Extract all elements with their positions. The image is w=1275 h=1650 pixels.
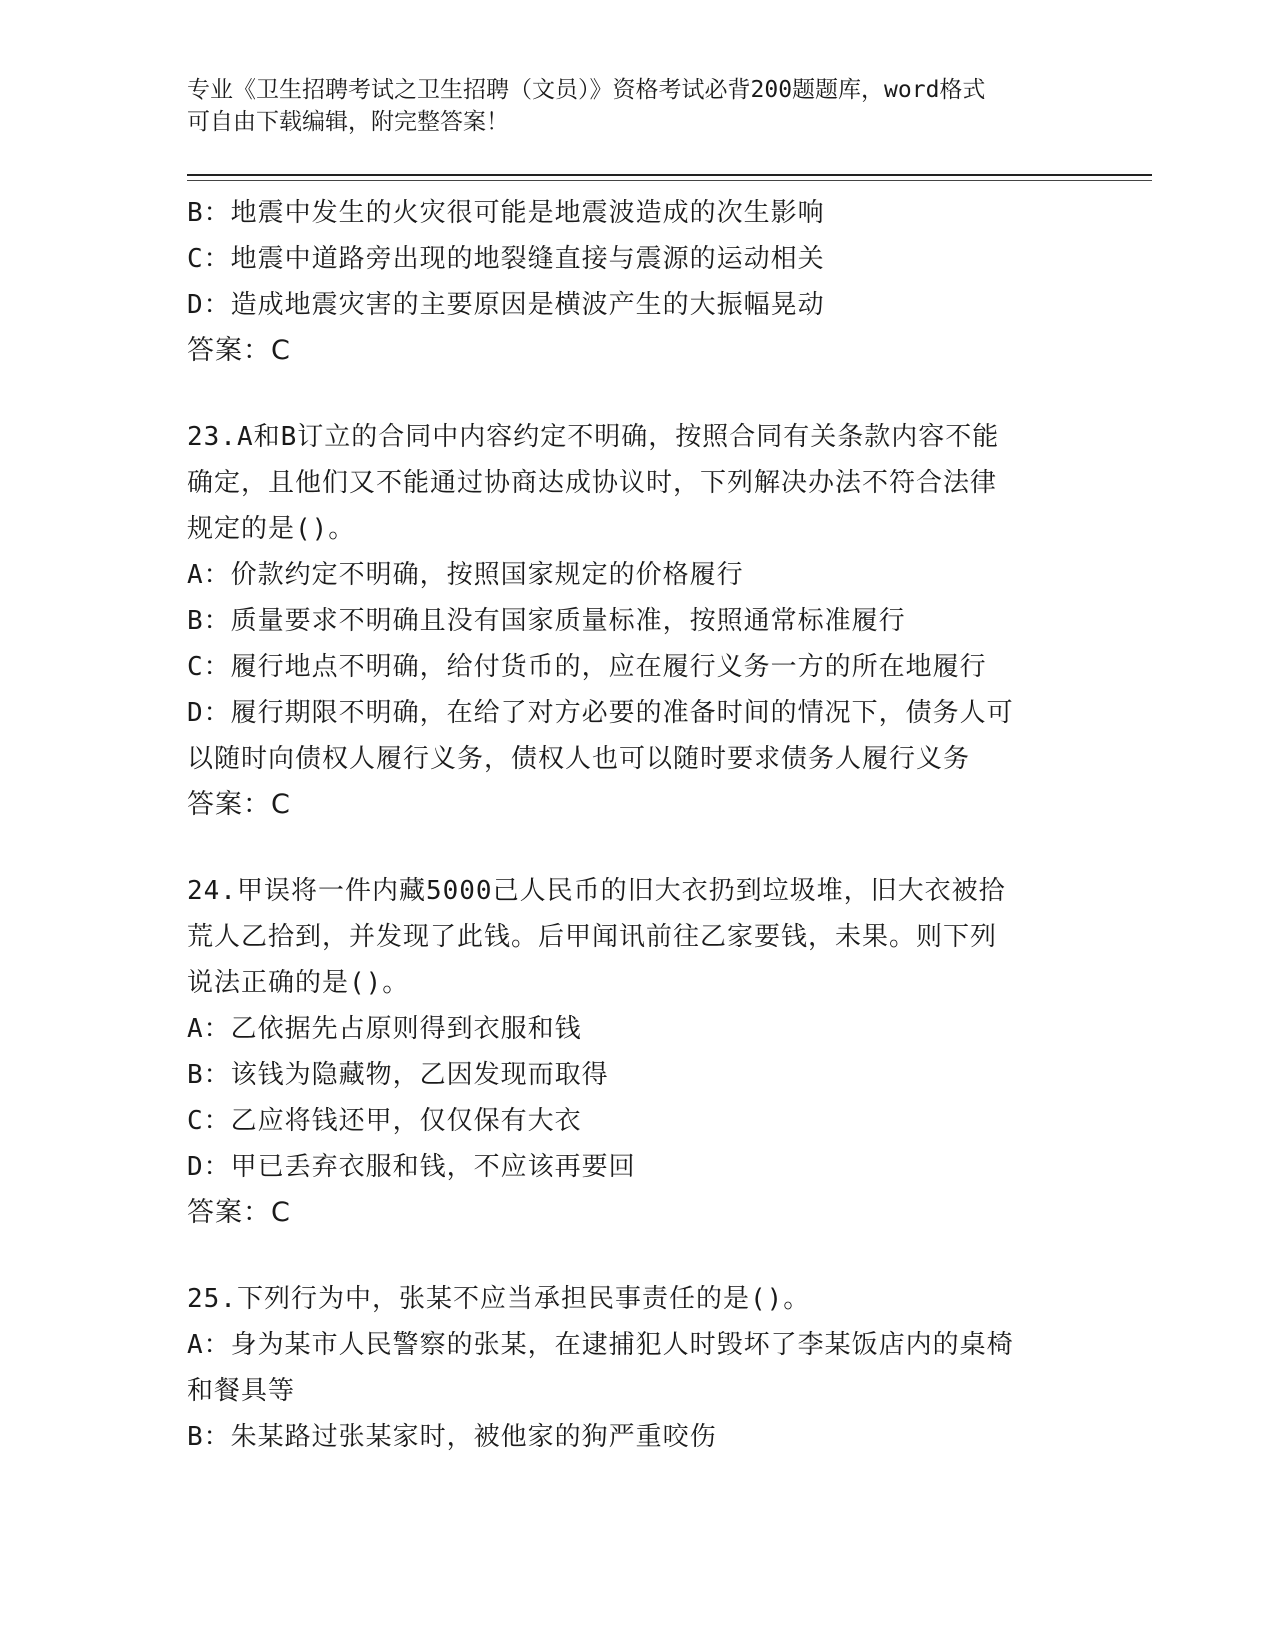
option-d: D：甲已丢弃衣服和钱，不应该再要回 [187, 1152, 636, 1182]
question-stem-line: 25.下列行为中，张某不应当承担民事责任的是()。 [187, 1284, 811, 1314]
option-a: A：身为某市人民警察的张某，在逮捕犯人时毁坏了李某饭店内的桌椅 [187, 1330, 1014, 1360]
question-stem-line: 规定的是()。 [187, 514, 356, 544]
question-stem-line: 说法正确的是()。 [187, 968, 410, 998]
option-a: A：乙依据先占原则得到衣服和钱 [187, 1014, 582, 1044]
question-23 [187, 414, 1067, 828]
option-b: B：地震中发生的火灾很可能是地震波造成的次生影响 [187, 198, 825, 228]
option-c: C：地震中道路旁出现的地裂缝直接与震源的运动相关 [187, 244, 825, 274]
option-a-continued: 和餐具等 [187, 1376, 296, 1406]
spacer [187, 828, 1067, 868]
question-stem-line: 荒人乙拾到，并发现了此钱。后甲闻讯前往乙家要钱，未果。则下列 [187, 922, 998, 952]
option-d-continued: 以随时向债权人履行义务，债权人也可以随时要求债务人履行义务 [187, 744, 971, 774]
option-c: C：履行地点不明确，给付货币的，应在履行义务一方的所在地履行 [187, 652, 987, 682]
option-b: B：质量要求不明确且没有国家质量标准，按照通常标准履行 [187, 606, 906, 636]
question-list [187, 190, 1067, 1460]
header-title-line-2: 可自由下载编辑，附完整答案！ [187, 109, 509, 135]
answer-line: 答案：C [187, 1197, 291, 1228]
option-c: C：乙应将钱还甲，仅仅保有大衣 [187, 1106, 582, 1136]
option-a: A：价款约定不明确，按照国家规定的价格履行 [187, 560, 744, 590]
question-stem-line: 确定，且他们又不能通过协商达成协议时，下列解决办法不符合法律 [187, 468, 998, 498]
spacer [187, 1236, 1067, 1276]
header-divider-thin [187, 180, 1152, 181]
option-b: B：朱某路过张某家时，被他家的狗严重咬伤 [187, 1422, 717, 1452]
document-header [187, 74, 1067, 138]
question-stem-line: 23.A和B订立的合同中内容约定不明确，按照合同有关条款内容不能 [187, 422, 1000, 452]
option-d: D：履行期限不明确，在给了对方必要的准备时间的情况下，债务人可 [187, 698, 1014, 728]
header-title-line-1: 专业《卫生招聘考试之卫生招聘（文员）》资格考试必背200题题库，word格式 [187, 77, 986, 103]
question-22 [187, 190, 1067, 374]
answer-line: 答案：C [187, 789, 291, 820]
question-25 [187, 1276, 1067, 1460]
option-b: B：该钱为隐藏物，乙因发现而取得 [187, 1060, 609, 1090]
question-stem-line: 24.甲误将一件内藏5000己人民币的旧大衣扔到垃圾堆，旧大衣被拾 [187, 876, 1006, 906]
header-divider-thick [187, 174, 1152, 176]
answer-line: 答案：C [187, 335, 291, 366]
question-24 [187, 868, 1067, 1236]
option-d: D：造成地震灾害的主要原因是横波产生的大振幅晃动 [187, 290, 825, 320]
spacer [187, 374, 1067, 414]
